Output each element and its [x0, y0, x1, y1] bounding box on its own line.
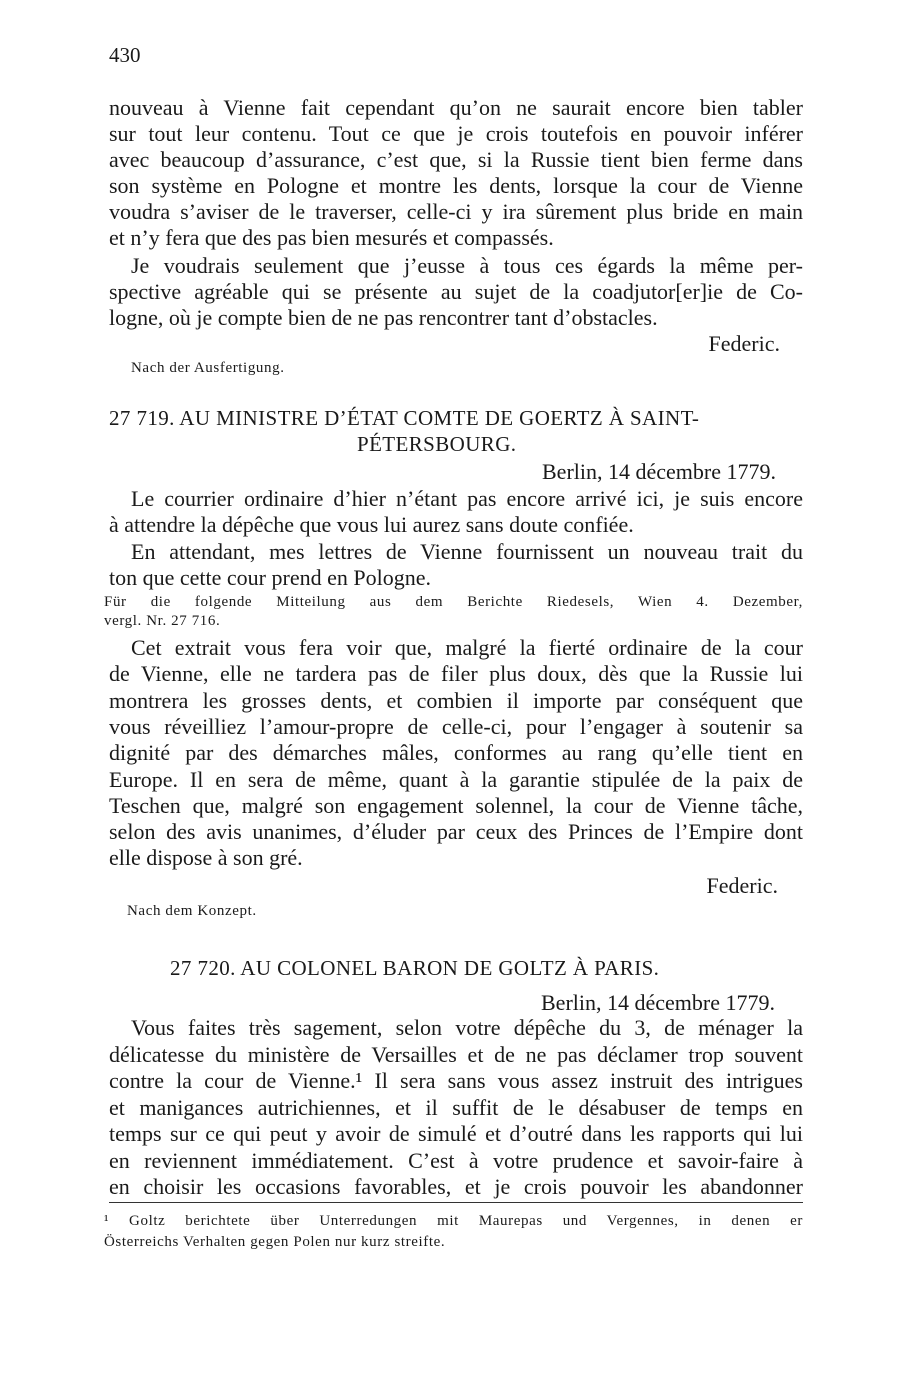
text-line: ton que cette cour prend en Pologne. — [109, 565, 431, 590]
editorial-note: vergl. Nr. 27 716. — [104, 613, 221, 629]
source-note: Nach der Ausfertigung. — [131, 360, 285, 376]
source-note: Nach dem Konzept. — [127, 903, 257, 919]
text-line: avec beaucoup d’assurance, c’est que, si la Russie tient bien ferme dans — [109, 147, 803, 172]
text-line: à attendre la dépêche que vous lui aurez sans doute confiée. — [109, 512, 634, 537]
text-line: délicatesse du ministère de Versailles et de ne pas déclamer trop souvent — [109, 1042, 803, 1067]
signature: Federic. — [708, 331, 780, 356]
text-line: montrera les grosses dents, et combien il importe par conséquent que — [109, 688, 803, 713]
footnote-rule — [109, 1202, 803, 1203]
text-line: Vous faites très sagement, selon votre dépêche du 3, de ménager la — [131, 1015, 803, 1040]
text-line: et n’y fera que des pas bien mesurés et compassés. — [109, 225, 554, 250]
text-line: Europe. Il en sera de même, quant à la garantie stipulée de la paix de — [109, 767, 803, 792]
text-line: sur tout leur contenu. Tout ce que je crois toutefois en pouvoir inférer — [109, 121, 803, 146]
text-line: logne, où je compte bien de ne pas rencontrer tant d’obstacles. — [109, 305, 658, 330]
text-line: contre la cour de Vienne.¹ Il sera sans vous assez instruit des intrigues — [109, 1068, 803, 1093]
text-line: elle dispose à son gré. — [109, 845, 303, 870]
text-line: son système en Pologne et montre les dents, lorsque la cour de Vienne — [109, 173, 803, 198]
letter-heading-continued: PÉTERSBOURG. — [357, 432, 517, 456]
letter-heading: 27 719. AU MINISTRE D’ÉTAT COMTE DE GOERTZ À SAINT- — [109, 406, 700, 430]
text-line: En attendant, mes lettres de Vienne fournissent un nouveau trait du — [131, 539, 803, 564]
text-line: en choisir les occasions favorables, et je crois pouvoir les abandonner — [109, 1174, 803, 1199]
text-line: et manigances autrichiennes, et il suffit de le désabuser de temps en — [109, 1095, 803, 1120]
letter-heading: 27 720. AU COLONEL BARON DE GOLTZ À PARIS. — [170, 956, 660, 980]
text-line: vous réveilliez l’amour-propre de celle-ci, pour l’engager à soutenir sa — [109, 714, 803, 739]
dateline: Berlin, 14 décembre 1779. — [541, 990, 775, 1015]
text-line: Je voudrais seulement que j’eusse à tous ces égards la même per- — [131, 253, 803, 278]
text-line: nouveau à Vienne fait cependant qu’on ne saurait encore bien tabler — [109, 95, 803, 120]
text-line: Teschen que, malgré son engagement solennel, la cour de Vienne tâche, — [109, 793, 803, 818]
text-line: temps sur ce qui peut y avoir de simulé et d’outré dans les rapports qui lui — [109, 1121, 803, 1146]
text-line: Cet extrait vous fera voir que, malgré la fierté ordinaire de la cour — [131, 635, 803, 660]
text-line: voudra s’aviser de le traverser, celle-ci y ira sûrement plus bride en main — [109, 199, 803, 224]
text-line: selon des avis unanimes, d’éluder par ceux des Princes de l’Empire dont — [109, 819, 803, 844]
editorial-note: Für die folgende Mitteilung aus dem Berichte Riedesels, Wien 4. Dezember, — [104, 594, 803, 610]
footnote: Österreichs Verhalten gegen Polen nur kurz streifte. — [104, 1234, 446, 1250]
text-line: spective agréable qui se présente au sujet de la coadjutor[er]ie de Co- — [109, 279, 803, 304]
page-number: 430 — [109, 43, 141, 67]
text-line: Le courrier ordinaire d’hier n’étant pas encore arrivé ici, je suis encore — [131, 486, 803, 511]
footnote: ¹ Goltz berichtete über Unterredungen mit Maurepas und Vergennes, in denen er — [104, 1213, 803, 1229]
text-line: de Vienne, elle ne tardera pas de filer plus doux, dès que la Russie lui — [109, 661, 803, 686]
text-line: en reviennent immédiatement. C’est à votre prudence et savoir-faire à — [109, 1148, 803, 1173]
dateline: Berlin, 14 décembre 1779. — [542, 459, 776, 484]
signature: Federic. — [706, 873, 778, 898]
text-line: dignité par des démarches mâles, conformes au rang qu’elle tient en — [109, 740, 803, 765]
